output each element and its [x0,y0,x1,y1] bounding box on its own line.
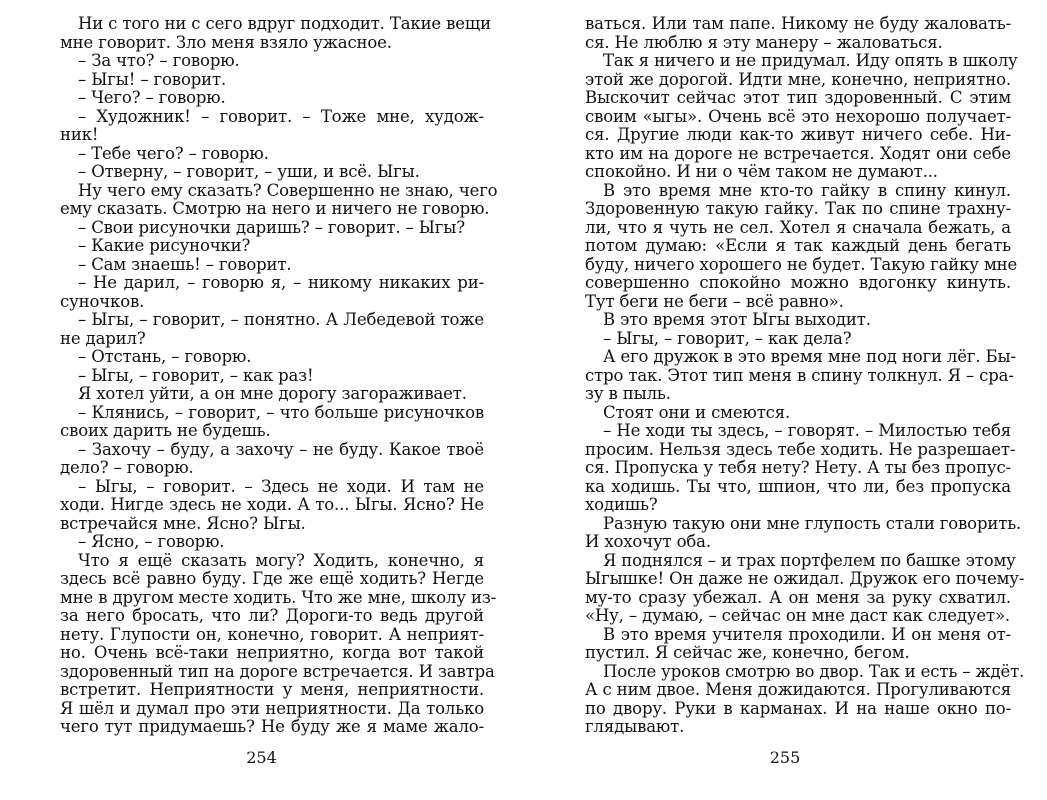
text-line: за него бросать, что ли? Дороги-то ведь другой [60,606,484,625]
text-line: ходи. Нигде здесь не ходи. А то... Ыгы. Ясно? Не [60,495,484,514]
text-line: по двору. Руки в карманах. И на наше окно по- [585,698,1011,718]
text-line: – Ыгы! – говорит. [78,69,227,89]
text-line: встретит. Неприятности у меня, неприятности. [60,680,484,699]
text-line: ходишь? [585,495,658,514]
text-line: спокойно. И ни о чём таком не думают... [585,162,938,181]
text-line: ся. Другие люди как-то живут ничего себе. Ни- [585,125,1011,144]
text-line: ка ходишь. Ты что, шпион, что ли, без пропуска [585,476,1011,496]
text-line: «Ну, – думаю, – сейчас он мне даст как следует». [585,606,1011,625]
left-page [0,0,523,800]
text-line: Я хотел уйти, а он мне дорогу загораживает. [78,384,467,403]
text-line: своим «ыгы». Очень всё это нехорошо получает- [585,106,1011,126]
text-line: – Отверну, – говорит, – уши, и всё. Ыгы. [78,162,420,181]
text-line: – Не дарил, – говорю я, – никому никаких ри- [78,273,484,292]
text-line: В это время мне кто-то гайку в спину кинул. [603,180,1011,200]
text-line: встречайся мне. Ясно? Ыгы. [60,513,306,533]
text-line: Тут беги не беги – всё равно». [585,291,844,311]
text-line: своих дарить не будешь. [60,421,271,440]
text-line: – Ыгы, – говорит, – как раз! [78,365,314,385]
text-line: совершенно спокойно можно вдогонку кинуть. [585,273,1011,292]
text-line: – Тебе чего? – говорю. [78,143,269,163]
right-page-number: 255 [769,748,801,767]
text-line: Ыгышке! Он даже не ожидал. Дружок его почему- [585,569,1025,588]
text-line: – Художник! – говорит. – Тоже мне, худож- [78,106,484,126]
text-line: ник! [60,125,99,144]
text-line: ему сказать. Смотрю на него и ничего не говорю. [60,199,490,218]
text-line: – Чего? – говорю. [78,88,226,107]
text-line: Я шёл и думал про эти неприятности. Да только [60,698,484,718]
text-line: не дарил? [60,328,146,348]
text-line: этой же дорогой. Идти мне, конечно, неприятно. [585,69,1011,89]
text-line: Здоровенную такую гайку. Так по спине трахну- [585,199,1011,218]
text-line: зу в пыль. [585,384,671,403]
text-line: – Ясно, – говорю. [78,532,225,551]
text-line: Ни с того ни с сего вдруг подходит. Такие вещи [78,14,491,33]
text-line: просим. Нельзя здесь тебе ходить. Не разрешает- [585,439,1016,459]
text-line: стро так. Этот тип меня в спину толкнул. Я – сра- [585,365,1014,385]
text-line: Разную такую они мне глупость стали говорить. [603,513,1022,533]
text-line: Я поднялся – и трах портфелем по башке этому [603,550,1016,570]
text-line: – Ыгы, – говорит, – понятно. А Лебедевой тоже [78,310,484,329]
text-line: ся. Пропуска у тебя нету? Нету. А ты без пропус- [585,458,1011,477]
text-line: мне говорит. Зло меня взяло ужасное. [60,32,392,52]
text-line: – Свои рисуночки даришь? – говорит. – Ыгы? [78,217,465,237]
text-line: здоровенный тип на дороге встречается. И завтра [60,661,495,681]
text-line: – За что? – говорю. [78,51,240,70]
text-line: ся. Не люблю я эту манеру – жаловаться. [585,32,943,52]
text-line: В это время учителя проходили. И он меня от- [603,624,1011,644]
text-line: – Не ходи ты здесь, – говорят. – Милостью тебя [603,421,1011,440]
left-page-number: 254 [246,748,277,767]
text-line: – Ыгы, – говорит, – как дела? [603,328,852,348]
text-line: буду, ничего хорошего не будет. Такую гайку мне [585,254,1018,274]
text-line: пустил. Я сейчас же, конечно, бегом. [585,643,910,662]
text-line: нету. Глупости он, конечно, говорит. А неприят- [60,624,484,644]
text-line: глядывают. [585,717,685,736]
text-line: А с ним двое. Меня дожидаются. Прогуливаются [585,680,1011,699]
text-line: Стоят они и смеются. [603,402,791,422]
text-line: кто им на дороге не встречается. Ходят они себе [585,143,1011,163]
text-line: Что я ещё сказать могу? Ходить, конечно, я [78,550,484,570]
text-line: В это время этот Ыгы выходит. [603,310,871,329]
text-line: – Клянись, – говорит, – что больше рисуночков [78,402,484,422]
right-page [523,0,1047,800]
text-line: – Сам знаешь! – говорит. [78,254,292,274]
text-line: потом думаю: «Если я так каждый день бегать [585,236,1011,255]
text-line: ли, что я чуть не сел. Хотел я сначала бежать, а [585,217,1011,237]
text-line: А его дружок в это время мне под ноги лёг. Бы- [603,347,1016,366]
text-line: Выскочит сейчас этот тип здоровенный. С этим [585,88,1011,107]
text-line: И хохочут оба. [585,532,711,551]
text-line: – Ыгы, – говорит. – Здесь не ходи. И там не [78,476,484,496]
text-line: му-то сразу убежал. А он меня за руку схватил. [585,587,1011,607]
text-line: но. Очень всё-таки неприятно, когда вот такой [60,643,484,662]
text-line: – Какие рисуночки? [78,236,251,255]
text-line: чего тут придумаешь? Не буду же я маме жало- [60,717,484,736]
text-line: здесь всё равно буду. Где же ещё ходить? Негде [60,569,484,588]
text-line: мне в другом месте ходить. Что же мне, школу из- [60,587,497,607]
text-line: – Отстань, – говорю. [78,347,252,366]
text-line: После уроков смотрю во двор. Так и есть – ждёт. [603,661,1025,681]
text-line: суночков. [60,291,145,311]
text-line: Ну чего ему сказать? Совершенно не знаю, чего [78,180,498,200]
text-line: ваться. Или там папе. Никому не буду жаловать- [585,14,1011,33]
text-line: – Захочу – буду, а захочу – не буду. Какое твоё [78,439,484,459]
text-line: дело? – говорю. [60,458,194,477]
text-line: Так я ничего и не придумал. Иду опять в школу [603,51,1018,70]
